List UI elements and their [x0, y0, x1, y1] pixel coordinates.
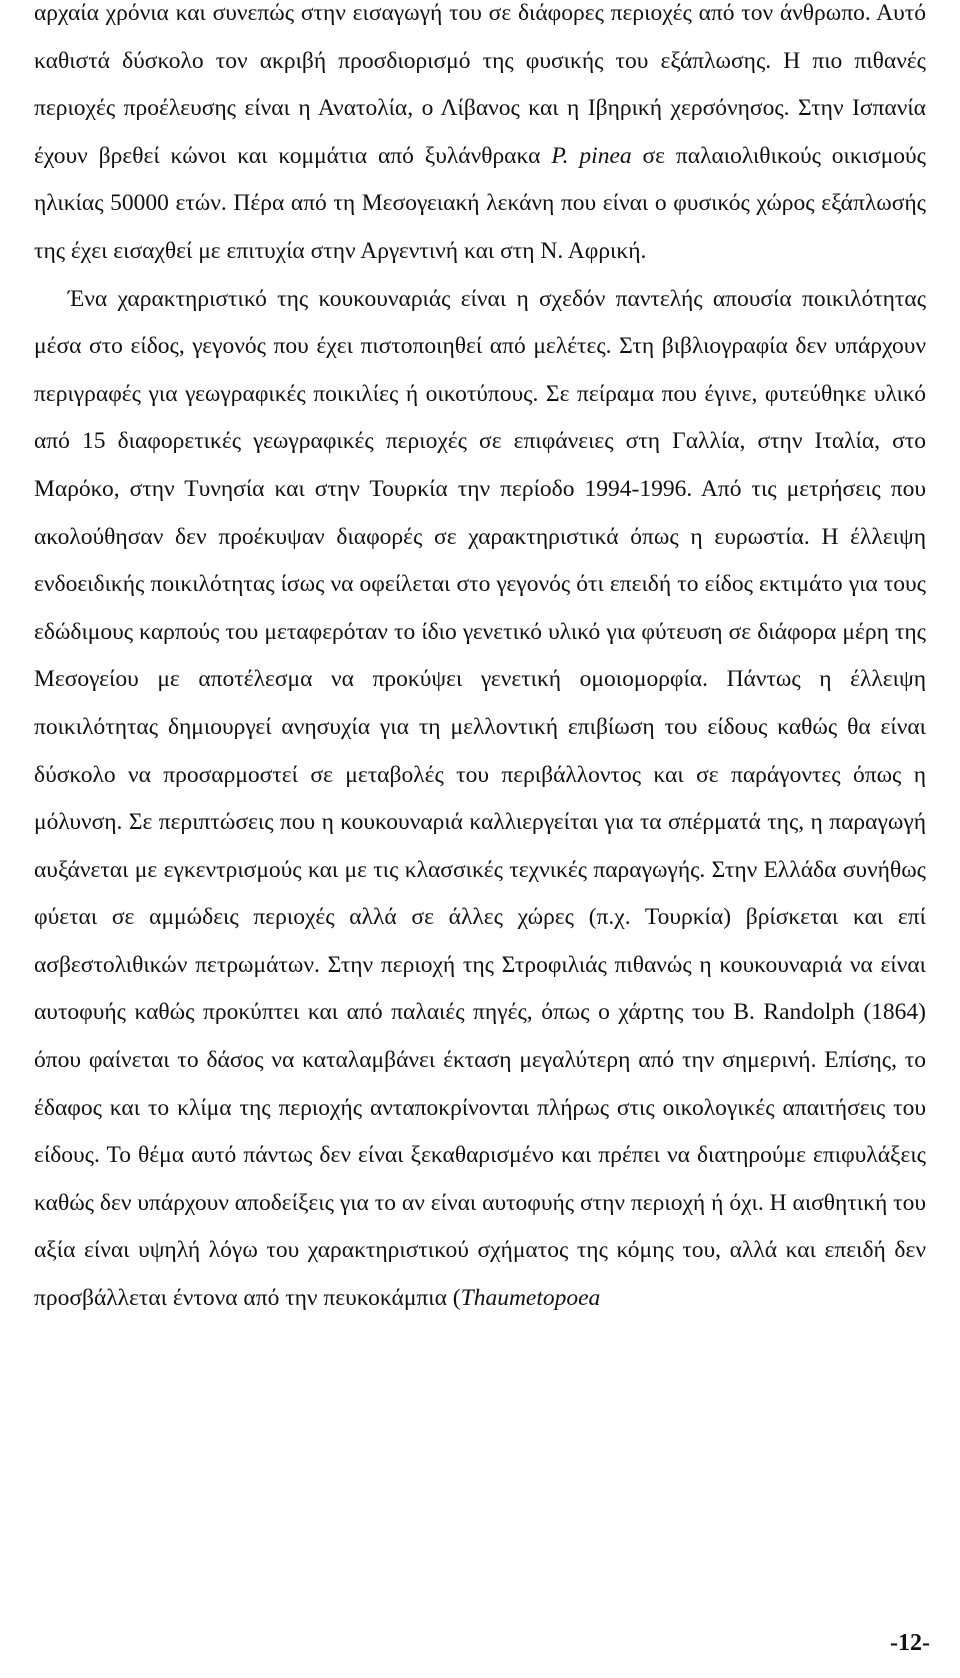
paragraph-text: Ένα χαρακτηριστικό της κουκουναριάς είναι η σχεδόν παντελής απουσία ποικιλότητας μέσα στο είδος, γεγονός που έχει πιστοποιηθεί από μελέτες. Στη βιβλιογραφία δεν υπάρχουν περιγραφές για γεωγραφικές ποικιλίες ή οικοτύπους. Σε πείραμα που έγινε, φυτεύθηκε υλικό από 15 διαφορετικές γεωγραφικές περιοχές σε επιφάνειες στη Γαλλία, στην Ιταλία, στο Μαρόκο, στην Τυνησία και στην Τουρκία την περίοδο 1994-1996. Από τις μετρήσεις που ακολούθησαν δεν προέκυψαν διαφορές σε χαρακτηριστικά όπως η ευρωστία. Η έλλειψη ενδοειδικής ποικιλότητας ίσως να οφείλεται στο γεγονός ότι επειδή το είδος εκτιμάτο για τους εδώδιμους καρπούς του μεταφερόταν το ίδιο γενετικό υλικό για φύτευση σε διάφορα μέρη της Μεσογείου με αποτέλεσμα να προκύψει γενετική ομοιομορφία. Πάντως η έλλειψη ποικιλότητας δημιουργεί ανησυχία για τη μελλοντική επιβίωση του είδους καθώς θα είναι δύσκολο να προσαρμοστεί σε μεταβολές του περιβάλλοντος και σε παράγοντες όπως η μόλυνση. Σε περιπτώσεις που η κουκουναριά καλλιεργείται για τα σπέρματά της, η παραγωγή αυξάνεται με εγκεντρισμούς και με τις κλασσικές τεχνικές παραγωγής. Στην Ελλάδα συνήθως φύεται σε αμμώδεις περιοχές αλλά σε άλλες χώρες (π.χ. Τουρκία) βρίσκεται και επί ασβεστολιθικών πετρωμάτων. Στην περιοχή της Στροφιλιάς πιθανώς η κουκουναριά να είναι αυτοφυής καθώς προκύπτει και από παλαιές πηγές, όπως ο χάρτης του B. Randolph (1864) όπου φαίνεται το δάσος να καταλαμβάνει έκταση μεγαλύτερη από την σημερινή. Επίσης, το έδαφος και το κλίμα της περιοχής ανταποκρίνονται πλήρως στις οικολογικές απαιτήσεις του είδους. Το θέμα αυτό πάντως δεν είναι ξεκαθαρισμένο και πρέπει να διατηρούμε επιφυλάξεις καθώς δεν υπάρχουν αποδείξεις για το αν είναι αυτοφυής στην περιοχή ή όχι. Η αισθητική του αξία είναι υψηλή λόγω του χαρακτηριστικού σχήματος της κόμης του, αλλά και επειδή δεν προσβάλλεται έντονα από την πευκοκάμπια (	[34, 285, 926, 1312]
page-number: -12-	[890, 1630, 930, 1656]
paragraph-variability	[34, 276, 926, 1323]
paragraph-text: αρχαία χρόνια και συνεπώς στην εισαγωγή του σε διάφορες περιοχές από τον άνθρωπο. Αυτό καθιστά δύσκολο τον ακριβή προσδιορισμό της φυσικής του εξάπλωσης. Η πιο πιθανές περιοχές προέλευσης είναι η Ανατολία, ο Λίβανος και η Ιβηρική χερσόνησος. Στην Ισπανία έχουν βρεθεί κώνοι και κομμάτια από ξυλάνθρακα	[34, 0, 926, 169]
paragraph-text: σε παλαιολιθικούς οικισμούς ηλικίας 50000 ετών. Πέρα από τη Μεσογειακή λεκάνη που είναι ο φυσικός χώρος εξάπλωσής της έχει εισαχθεί με επιτυχία στην Αργεντινή και στη Ν. Αφρική.	[34, 142, 926, 264]
document-page	[34, 0, 926, 1323]
paragraph-distribution	[34, 0, 926, 276]
species-name: Thaumetopoea	[460, 1285, 601, 1312]
species-name: P. pinea	[551, 142, 632, 169]
